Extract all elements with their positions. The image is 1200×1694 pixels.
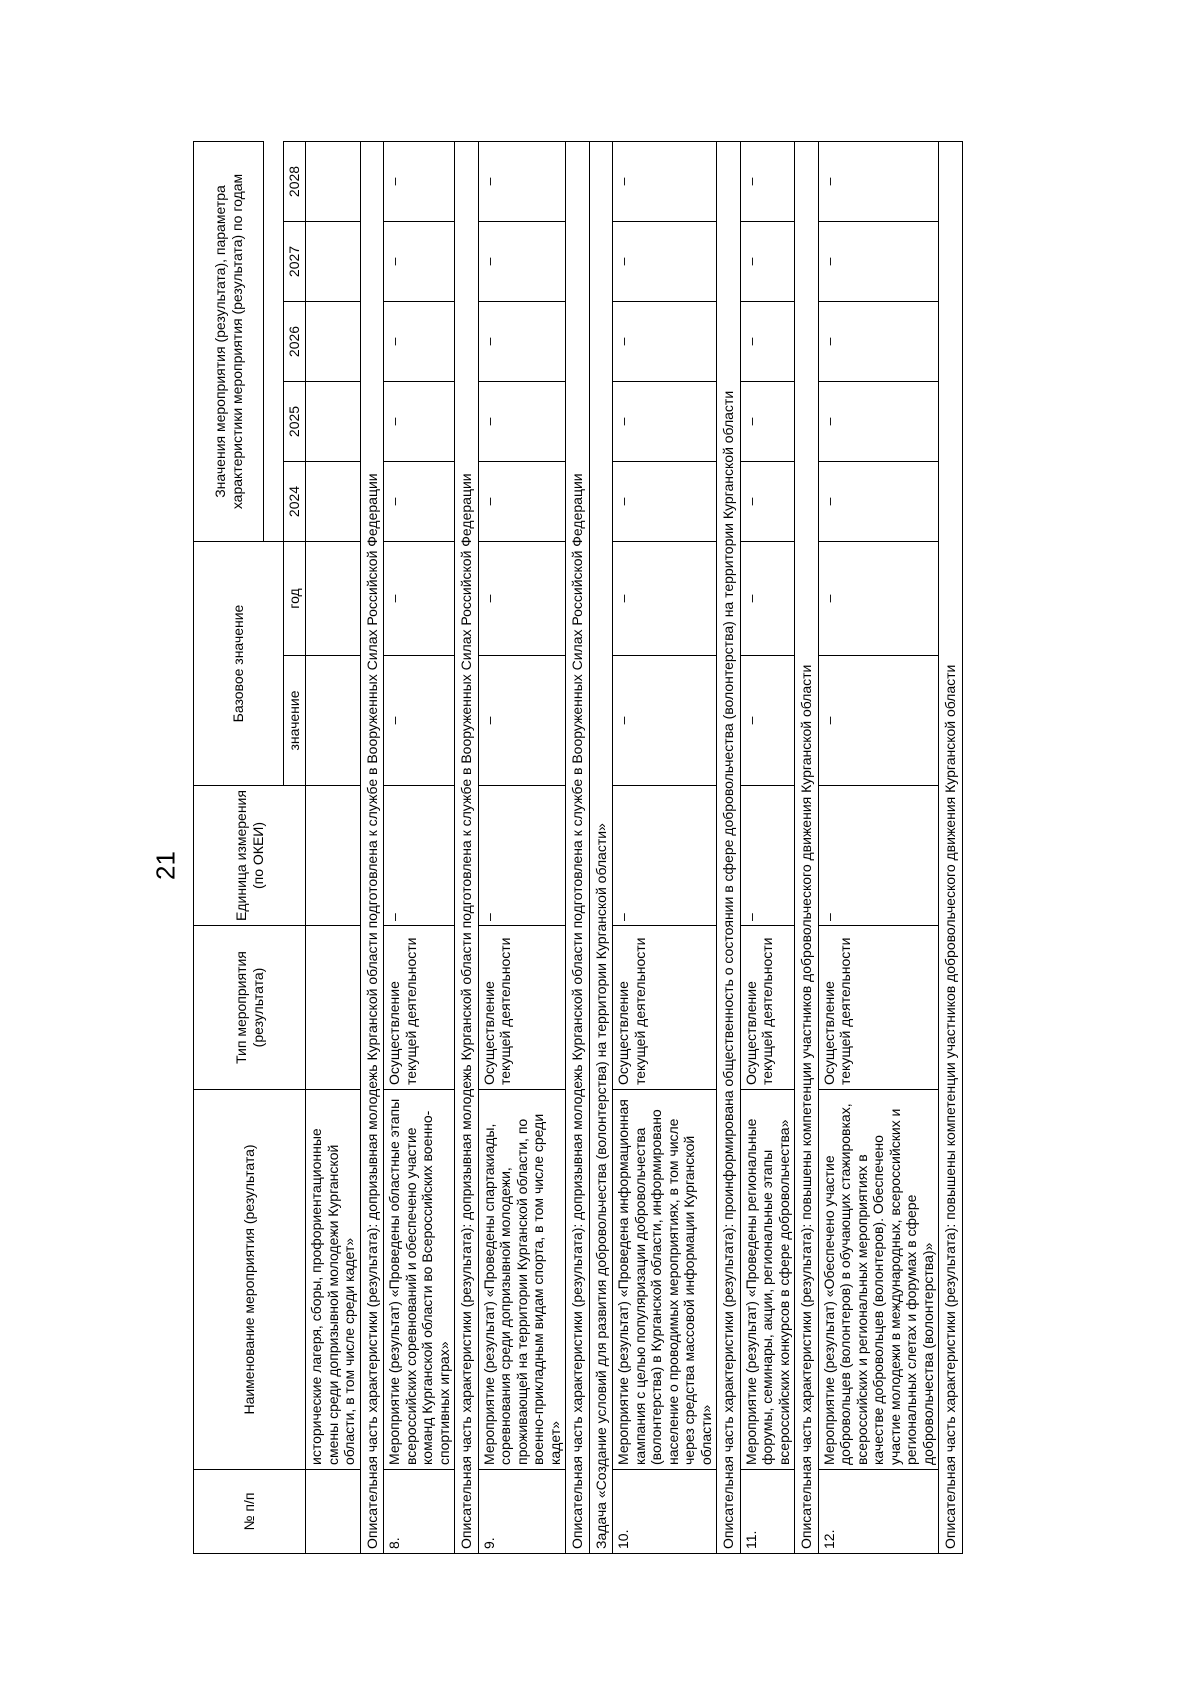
header-base-year: год	[284, 542, 306, 656]
row-name: Мероприятие (результат) «Проведены областные этапы всероссийских соревнований и обеспечено участие команд Курганской области во Всероссийских военно-спортивных играх»	[384, 1090, 455, 1470]
row-type: Осуществление текущей деятельности	[818, 926, 939, 1090]
row-2024: –	[384, 462, 455, 542]
row-type: Осуществление текущей деятельности	[740, 926, 795, 1090]
row-2026: –	[613, 302, 717, 382]
row-base-year: –	[818, 542, 939, 656]
header-unit: Единица измерения (по ОКЕИ)	[194, 786, 306, 926]
row-2028: –	[818, 141, 939, 221]
description-row: Описательная часть характеристики (результата): допризывная молодежь Курганской области подготовлена к службе в Вооруженных Силах Российской Федерации	[566, 141, 590, 1553]
row-base-value: –	[478, 656, 566, 786]
row-name: Мероприятие (результат) «Обеспечено участие добровольцев (волонтеров) в обучающих стажировках, всероссийских и региональных мероприятиях в качестве добровольцев (волонтеров). Обеспечено участие молодежи в международных, всероссийских и региональных слетах и форумах в сфере добровольчества (волонтерства)»	[818, 1090, 939, 1470]
row-2026: –	[818, 302, 939, 382]
table-row	[478, 141, 566, 1553]
row-2028: –	[740, 141, 795, 221]
row-2024: –	[740, 462, 795, 542]
row-2027: –	[818, 222, 939, 302]
row-base-year: –	[478, 542, 566, 656]
header-year-2024: 2024	[284, 462, 306, 542]
row-2025: –	[613, 382, 717, 462]
row-unit: –	[818, 786, 939, 926]
row-num: 12.	[818, 1470, 939, 1554]
row-2025: –	[740, 382, 795, 462]
header-base: Базовое значение	[194, 542, 284, 786]
row-base-value: –	[818, 656, 939, 786]
row-base-year: –	[613, 542, 717, 656]
table-row	[740, 141, 795, 1553]
row-2028: –	[478, 141, 566, 221]
row-2026: –	[384, 302, 455, 382]
page-number: 21	[150, 851, 181, 880]
header-year-2027: 2027	[284, 222, 306, 302]
row-2024: –	[613, 462, 717, 542]
row-type: Осуществление текущей деятельности	[613, 926, 717, 1090]
row-unit: –	[613, 786, 717, 926]
row-2026: –	[740, 302, 795, 382]
task-row: Задача «Создание условий для развития добровольчества (волонтерства) на территории Курганской области»	[589, 141, 613, 1553]
header-num: № п/п	[194, 1470, 306, 1554]
table-row	[613, 141, 717, 1553]
row-unit: –	[478, 786, 566, 926]
header-year-2028: 2028	[284, 141, 306, 221]
row-num: 10.	[613, 1470, 717, 1554]
row-num: 8.	[384, 1470, 455, 1554]
row-name: Мероприятие (результат) «Проведены спартакиады, соревнования среди допризывной молодежи, проживающей на территории Курганской области, по военно-прикладным видам спорта, в том числе среди кадет»	[478, 1090, 566, 1470]
row-base-value: –	[384, 656, 455, 786]
row-base-value: –	[740, 656, 795, 786]
header-type: Тип мероприятия (результата)	[194, 926, 306, 1090]
row-2027: –	[478, 222, 566, 302]
row-num: 9.	[478, 1470, 566, 1554]
description-row: Описательная часть характеристики (результата): допризывная молодежь Курганской области подготовлена к службе в Вооруженных Силах Российской Федерации	[455, 141, 479, 1553]
row-unit: –	[384, 786, 455, 926]
header-values: Значения мероприятия (результата), параметра характеристики мероприятия (результата) по годам	[194, 141, 264, 541]
row-2024: –	[478, 462, 566, 542]
description-row: Описательная часть характеристики (результата): повышены компетенции участников добровольческого движения Курганской области	[939, 141, 963, 1553]
description-row: Описательная часть характеристики (результата): проинформирована общественность о состоянии в сфере добровольчества (волонтерства) на территории Курганской области	[717, 141, 741, 1553]
rotated-table-wrapper	[193, 142, 1050, 1554]
row-2027: –	[384, 222, 455, 302]
row-2028: –	[613, 141, 717, 221]
description-row: Описательная часть характеристики (результата): допризывная молодежь Курганской области подготовлена к службе в Вооруженных Силах Российской Федерации	[360, 141, 384, 1553]
row-2025: –	[478, 382, 566, 462]
row-unit: –	[740, 786, 795, 926]
header-base-value: значение	[284, 656, 306, 786]
row-2027: –	[740, 222, 795, 302]
header-year-2025: 2025	[284, 382, 306, 462]
row-name: Мероприятие (результат) «Проведена информационная кампания с целью популяризации добровольчества (волонтерства) в Курганской области, информировано население о проводимых мероприятиях, в том числе через средства массовой информации Курганской области»	[613, 1090, 717, 1470]
header-year-2026: 2026	[284, 302, 306, 382]
header-name: Наименование мероприятия (результата)	[194, 1090, 306, 1470]
row-2025: –	[818, 382, 939, 462]
row-2028: –	[384, 141, 455, 221]
table-row	[818, 141, 939, 1553]
row-name: Мероприятие (результат) «Проведены региональные форумы, семинары, акции, региональные этапы всероссийских конкурсов в сфере добровольчества»	[740, 1090, 795, 1470]
row-base-year: –	[740, 542, 795, 656]
row-2026: –	[478, 302, 566, 382]
table-row	[306, 141, 361, 1553]
row-2024: –	[818, 462, 939, 542]
row-type: Осуществление текущей деятельности	[384, 926, 455, 1090]
row-2025: –	[384, 382, 455, 462]
row-base-year: –	[384, 542, 455, 656]
row-name: исторические лагеря, сборы, профориентационные смены среди допризывной молодежи Курганской области, в том числе среди кадет»	[306, 1090, 361, 1470]
description-row: Описательная часть характеристики (результата): повышены компетенции участников добровольческого движения Курганской области	[795, 141, 819, 1553]
row-type: Осуществление текущей деятельности	[478, 926, 566, 1090]
row-num: 11.	[740, 1470, 795, 1554]
table-row	[384, 141, 455, 1553]
row-2027: –	[613, 222, 717, 302]
measures-table	[193, 141, 963, 1554]
row-base-value: –	[613, 656, 717, 786]
